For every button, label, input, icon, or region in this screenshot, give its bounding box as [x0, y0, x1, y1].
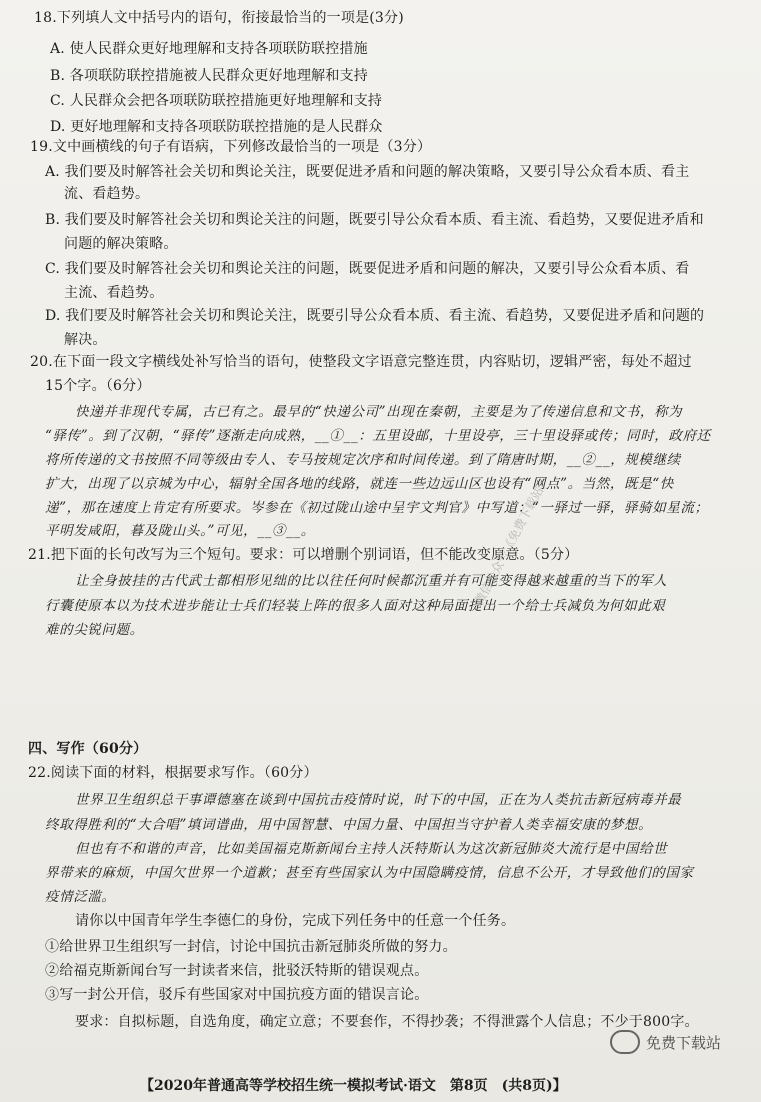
q20-passage-line3: 将所传递的文书按照不同等级由专人、专马按规定次序和时间传递。到了隋唐时期，__②__，规模继续	[45, 452, 681, 468]
q19-stem: 19.文中画横线的句子有语病，下列修改最恰当的一项是（3分）	[30, 139, 432, 155]
q22-material-line5: 疫情泛滥。	[45, 889, 116, 905]
q22-material-line2: 终取得胜利的“大合唱”填词谱曲，用中国智慧、中国力量、中国担当守护着人类幸福安康的梦想。	[45, 817, 653, 833]
q18-option-d: D. 更好地理解和支持各项联防联控措施的是人民群众	[50, 119, 383, 135]
q20-stem-line1: 20.在下面一段文字横线处补写恰当的语句，使整段文字语意完整连贯，内容贴切，逻辑严密，每处不超过	[30, 354, 692, 370]
q22-task-2: ②给福克斯新闻台写一封读者来信，批驳沃特斯的错误观点。	[45, 963, 429, 979]
page-footer: 【2020年普通高等学校招生统一模拟考试·语文 第8页 (共8页)】	[140, 1078, 567, 1094]
q22-stem: 22.阅读下面的材料，根据要求写作。（60分）	[28, 765, 318, 781]
q21-sentence-line1: 让全身披挂的古代武士都相形见绌的比以往任何时候都沉重并有可能变得越来越重的当下的军人	[75, 573, 668, 589]
q20-stem-line2: 15个字。（6分）	[45, 378, 151, 394]
section4-heading: 四、写作（60分）	[28, 741, 148, 757]
logo-text: 免费下载站	[646, 1033, 722, 1052]
q19-option-a-line1: A. 我们要及时解答社会关切和舆论关注，既要促进矛盾和问题的解决策略，又要引导公众看本质、看主	[45, 164, 690, 180]
q19-option-c-line1: C. 我们要及时解答社会关切和舆论关注的问题，既要促进矛盾和问题的解决，又要引导公众看本质、看	[45, 261, 690, 277]
q22-material-line4: 界带来的麻烦，中国欠世界一个道歉；甚至有些国家认为中国隐瞒疫情，信息不公开，才导致他们的国家	[45, 865, 694, 881]
q19-option-a-line2: 流、看趋势。	[64, 186, 150, 202]
q21-sentence-line2: 行囊使原本以为技术进步能让士兵们轻装上阵的很多人面对这种局面提出一个给士兵减负为何如此艰	[45, 598, 666, 614]
q20-passage-line4: 扩大，出现了以京城为中心，辐射全国各地的线路，就连一些边远山区也设有“网点”。当然，既是“快	[45, 476, 674, 492]
site-logo	[610, 1030, 721, 1054]
q19-option-b-line1: B. 我们要及时解答社会关切和舆论关注的问题，既要引导公众看本质、看主流、看趋势，又要促进矛盾和	[45, 212, 704, 228]
q22-material-line3: 但也有不和谐的声音，比如美国福克斯新闻台主持人沃特斯认为这次新冠肺炎大流行是中国给世	[75, 841, 668, 857]
q19-option-c-line2: 主流、看趋势。	[64, 285, 164, 301]
q21-stem: 21.把下面的长句改写为三个短句。要求：可以增删个别词语，但不能改变原意。（5分）	[28, 547, 579, 563]
q22-task-3: ③写一封公开信，驳斥有些国家对中国抗疫方面的错误言论。	[45, 987, 429, 1003]
q18-option-a: A. 使人民群众更好地理解和支持各项联防联控措施	[50, 41, 368, 57]
q22-material-line1: 世界卫生组织总干事谭德塞在谈到中国抗击疫情时说，时下的中国，正在为人类抗击新冠病毒并最	[75, 792, 682, 808]
q22-task-1: ①给世界卫生组织写一封信，讨论中国抗击新冠肺炎所做的努力。	[45, 939, 457, 955]
q18-stem: 18.下列填人文中括号内的语句，衔接最恰当的一项是(3分)	[34, 10, 404, 26]
q20-passage-line1: 快递并非现代专属，古已有之。最早的“快递公司”出现在秦朝，主要是为了传递信息和文书，称为	[75, 404, 683, 420]
q20-passage-line6: 平明发咸阳，暮及陇山头。”可见，__③__。	[45, 523, 315, 539]
q22-task-intro: 请你以中国青年学生李德仁的身份，完成下列任务中的任意一个任务。	[75, 913, 516, 929]
q19-option-d-line2: 解决。	[64, 332, 107, 348]
q19-option-b-line2: 问题的解决策略。	[64, 236, 178, 252]
q20-passage-line2: “驿传”。到了汉朝，“驿传”逐渐走向成熟，__①__：五里设邮，十里设亭，三十里设驿或传；同时，政府还	[45, 428, 711, 444]
q20-passage-line5: 递”，那在速度上肯定有所要求。岑参在《初过陇山途中呈宇文判官》中写道：“一驿过一驿，驿骑如星流；	[45, 500, 709, 516]
q21-sentence-line3: 难的尖锐问题。	[45, 622, 144, 638]
q22-requirements: 要求：自拟标题，自选角度，确定立意；不要套作，不得抄袭；不得泄露个人信息；不少于800字。	[75, 1014, 699, 1030]
q18-option-c: C. 人民群众会把各项联防联控措施更好地理解和支持	[50, 93, 383, 109]
watermark-text: 微信公众号《免费下载站》	[471, 473, 552, 608]
q18-option-b: B. 各项联防联控措施被人民群众更好地理解和支持	[50, 68, 368, 84]
q19-option-d-line1: D. 我们要及时解答社会关切和舆论关注，既要引导公众看本质、看主流、看趋势，又要促进矛盾和问题的	[45, 308, 705, 324]
chat-bubble-icon	[610, 1030, 640, 1054]
